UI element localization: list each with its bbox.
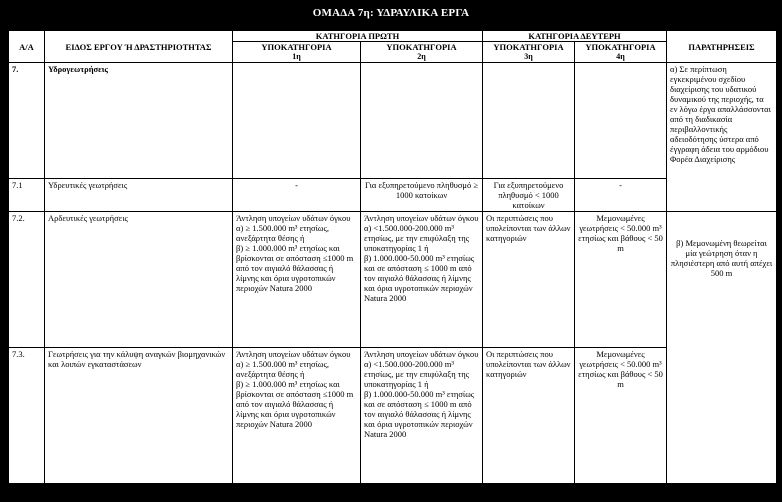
subcat-2-header: [361, 42, 483, 63]
col-header-cat2: ΚΑΤΗΓΟΡΙΑ ΔΕΥΤΕΡΗ: [483, 31, 667, 42]
hydraulic-works-table: [8, 30, 777, 484]
row-number: 7.1: [9, 179, 45, 212]
row-name: Γεωτρήσεις για την κάλυψη αναγκών βιομηχανικών και λοιπών εγκαταστάσεων: [45, 348, 233, 484]
subcat-3-number: 3η: [524, 52, 533, 61]
subcat-1-number: 1η: [292, 52, 301, 61]
cell-subcat-3: [483, 63, 575, 179]
cell-subcat-2: [361, 63, 483, 179]
cell-subcat-2: Για εξυπηρετούμενο πληθυσμό ≥ 1000 κατοίκων: [361, 179, 483, 212]
header-row-top: [9, 31, 777, 42]
cell-subcat-3: Οι περιπτώσεις που υπολείπονται των άλλων κατηγοριών: [483, 348, 575, 484]
row-name: Υδρογεωτρήσεις: [45, 63, 233, 179]
col-header-remarks: ΠΑΡΑΤΗΡΗΣΕΙΣ: [667, 31, 777, 63]
row-number: 7.: [9, 63, 45, 179]
cell-subcat-4: Μεμονωμένες γεωτρήσεις < 50.000 m³ ετησίως και βάθους < 50 m: [575, 212, 667, 348]
cell-subcat-1: -: [233, 179, 361, 212]
row-number: 7.2.: [9, 212, 45, 348]
col-header-type: ΕΙΔΟΣ ΕΡΓΟΥ Ή ΔΡΑΣΤΗΡΙΟΤΗΤΑΣ: [45, 31, 233, 63]
cell-subcat-1: [233, 63, 361, 179]
subcat-4-header: [575, 42, 667, 63]
remark-a: α) Σε περίπτωση εγκεκριμένου σχεδίου διαχείρισης του υδατικού δυναμικού της περιοχής, τα εν λόγω έργα απαλλάσσονται από τη διαδικασία περιβαλλοντικής αδειοδότησης ύστερα από έγγραφη άδεια του αρμόδιου Φορέα Διαχείρισης: [667, 63, 777, 212]
subcat-3-header: [483, 42, 575, 63]
col-header-aa: Α/Α: [9, 31, 45, 63]
cell-subcat-4: Μεμονωμένες γεωτρήσεις < 50.000 m³ ετησίως και βάθους < 50 m: [575, 348, 667, 484]
subcat-1-header: [233, 42, 361, 63]
table-row: [9, 179, 777, 212]
subcat-1-label: ΥΠΟΚΑΤΗΓΟΡΙΑ: [261, 42, 332, 52]
subcat-2-number: 2η: [417, 52, 426, 61]
cell-subcat-4: [575, 63, 667, 179]
row-name: Αρδευτικές γεωτρήσεις: [45, 212, 233, 348]
cell-subcat-2: Άντληση υπογείων υδάτων όγκου α) <1.500.000-200.000 m³ ετησίως, με την επιφύλαξη της υποκατηγορίας 1 ή β) 1.000.000-50.000 m³ ετησίως και σε απόσταση ≤ 1000 m από τον αιγιαλό θάλασσας ή λίμνης και όρια υγροτοπικών περιοχών Natura 2000: [361, 348, 483, 484]
page-title: ΟΜΑΔΑ 7η: ΥΔΡΑΥΛΙΚΑ ΕΡΓΑ: [312, 7, 470, 19]
cell-subcat-2: Άντληση υπογείων υδάτων όγκου α) <1.500.000-200.000 m³ ετησίως, με την επιφύλαξη της υποκατηγορίας 1 ή β) 1.000.000-50.000 m³ ετησίως και σε απόσταση ≤ 1000 m από τον αιγιαλό θάλασσας ή λίμνης και όρια υγροτοπικών περιοχών Natura 2000: [361, 212, 483, 348]
row-name: Υδρευτικές γεωτρήσεις: [45, 179, 233, 212]
cell-subcat-3: Οι περιπτώσεις που υπολείπονται των άλλων κατηγοριών: [483, 212, 575, 348]
subcat-2-label: ΥΠΟΚΑΤΗΓΟΡΙΑ: [386, 42, 457, 52]
cell-subcat-3: Για εξυπηρετούμενο πληθυσμό < 1000 κατοίκων: [483, 179, 575, 212]
cell-subcat-1: Άντληση υπογείων υδάτων όγκου α) ≥ 1.500.000 m³ ετησίως, ανεξάρτητα θέσης ή β) ≥ 1.000.000 m³ ετησίως και βρίσκονται σε απόσταση ≤1000 m από τον αιγιαλό θάλασσας ή λίμνης και όρια υγροτοπικών περιοχών Natura 2000: [233, 348, 361, 484]
remark-b: β) Μεμονωμένη θεωρείται μία γεώτρηση όταν η πλησιέστερη από αυτή απέχει 500 m: [667, 212, 777, 484]
subcat-3-label: ΥΠΟΚΑΤΗΓΟΡΙΑ: [493, 42, 564, 52]
table-row: [9, 63, 777, 179]
table-row: [9, 212, 777, 348]
table-row: [9, 348, 777, 484]
subcat-4-number: 4η: [616, 52, 625, 61]
cell-subcat-4: -: [575, 179, 667, 212]
subcat-4-label: ΥΠΟΚΑΤΗΓΟΡΙΑ: [585, 42, 656, 52]
cell-subcat-1: Άντληση υπογείων υδάτων όγκου α) ≥ 1.500.000 m³ ετησίως, ανεξάρτητα θέσης ή β) ≥ 1.000.000 m³ ετησίως και βρίσκονται σε απόσταση ≤1000 m από τον αιγιαλό θάλασσας ή λίμνης και όρια υγροτοπικών περιοχών Natura 2000: [233, 212, 361, 348]
col-header-cat1: ΚΑΤΗΓΟΡΙΑ ΠΡΩΤΗ: [233, 31, 483, 42]
row-number: 7.3.: [9, 348, 45, 484]
